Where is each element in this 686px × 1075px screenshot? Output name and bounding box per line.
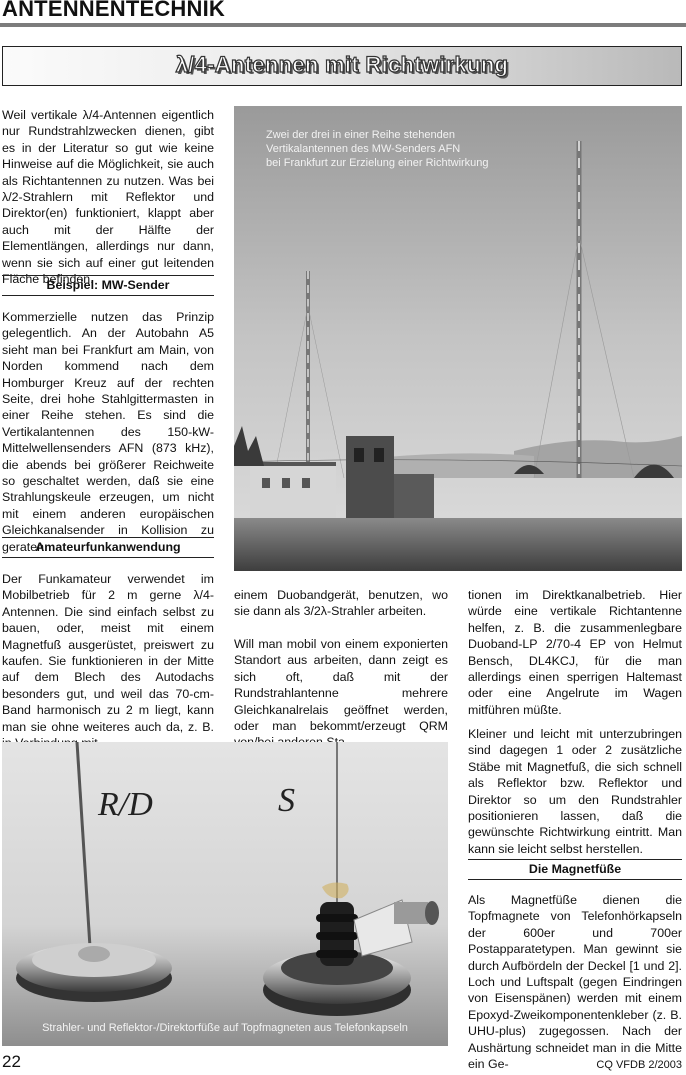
caption-line: Vertikalantennen des MW-Senders AFN xyxy=(266,143,461,155)
article-banner xyxy=(2,46,682,86)
paragraph-direktkanal: tionen im Direktkanalbetrieb. Hier würde eine vertikale Richtantenne helfen, z. B. die zusammenlegbare Duoband-LP 2/70-4 EP von Helmut Bensch, DL4KCJ, für die man allerdings einen sperrigen Haltemast oder eine Angelrute im Wagen mitführen müßte. xyxy=(468,588,682,717)
caption-line: Zwei der drei in einer Reihe stehenden xyxy=(266,129,455,141)
photo-afn-masts xyxy=(234,106,682,571)
photo-magnet-feet xyxy=(2,742,448,1046)
label-reflector-director: R/D xyxy=(98,786,153,823)
paragraph-mw-sender: Kommerzielle nutzen das Prinzip gelegentlich. An der Autobahn A5 sieht man bei Frankfurt am Main, von Norden kommend nach dem Homburger Kreuz auf der rechten Seite, drei hohe Stahlgittermasten in einer Reihe stehen. Es sind die Vertikalantennen des 150-kW-Mittelwellensenders AFN (873 kHz), die abends bei größerer Reichweite so geschaltet werden, daß sie eine Strahlungskeule erzeugen, um nicht mit einem anderen europäischen Gleichkanalsender in Kollision zu geraten. xyxy=(2,310,214,554)
paragraph-mobil: Will man mobil von einem exponierten Standort aus arbeiten, dann zeigt es sich oft, daß mit der Rundstrahlantenne mehrere Gleichkanalrelais geöffnet werden, oder man bekommt/erzeugt QRM xyxy=(234,637,448,734)
label-strahler: S xyxy=(278,782,295,819)
paragraph-amateurfunk: Der Funkamateur verwendet im Mobilbetrieb für 2 m gerne λ/4-Antennen. Die sind einfach selbst zu bauen, oder, meist mit einem Magnetfuß ausgerüstet, preiswert zu kaufen. Sie funktionieren in der Mitte auf dem Blech des Autodachs besonders gut, und weil das 70-cm-Band harmonisch zu 2 m liegt, kann man sie ohne weiteres auch da, z. B. xyxy=(2,572,214,734)
running-head: ANTENNENTECHNIK xyxy=(2,0,225,21)
paragraph-magnetfuesse: Als Magnetfüße dienen die Topfmagnete von Telefonhörkapseln der 600er und 700er Postapparatetypen. Man gewinnt sie durch Aufbördeln der Deckel [1 und 2]. Loch und Luftspalt (gegen Eindringen von Eisenspänen) werden mit einem Epoxyd-Zweikomponentenkleber (z. B. UHU-plus) zugegossen. Nach der Aushärtung schneidet man in die Mitte ein Ge- xyxy=(468,893,682,1072)
subheading-amateurfunk: Amateurfunkanwendung xyxy=(2,537,214,558)
article-title: λ/4-Antennen mit Richtwirkung xyxy=(175,52,509,77)
photo-caption-masts xyxy=(266,128,489,170)
page-number: 22 xyxy=(2,1052,21,1071)
intro-paragraph: Weil vertikale λ/4-Antennen eigentlich nur Rundstrahlzwecken dienen, gibt es in der Literatur so gut wie keine Hinweise auf die Möglichkeit, sie auch als Richtantennen zu nutzen. Was bei λ/2-Strahlern mit Reflektor und Direktor(en) funktioniert, klappt aber auch mit der Hälfte der Elementlängen, allerdings nur dann, wenn sie sich auf einer gut leitenden Fläche befinden. xyxy=(2,108,214,287)
journal-issue: CQ VFDB 2/2003 xyxy=(596,1059,682,1071)
caption-line: bei Frankfurt zur Erzielung einer Richtwirkung xyxy=(266,157,489,169)
photo-caption-magnet-feet: Strahler- und Reflektor-/Direktorfüße auf Topfmagneten aus Telefonkapseln xyxy=(42,1022,408,1034)
subheading-mw-sender: Beispiel: MW-Sender xyxy=(2,275,214,296)
paragraph-magnetfuss-staebe: Kleiner und leicht mit unterzubringen sind dagegen 1 oder 2 zusätzliche Stäbe mit Magnetfuß, die sich schnell als Reflektor bzw. Reflektor und Direktor so um den Rundstrahler positionieren lassen, daß die gewünschte Richtwirkung eintritt. Man kann sie leicht selbst herstellen. xyxy=(468,727,682,856)
header-rule xyxy=(0,23,686,27)
subheading-magnetfuesse: Die Magnetfüße xyxy=(468,859,682,880)
paragraph-duoband: einem Duobandgerät, benutzen, wo sie dann als 3/2λ-Strahler arbeiten. xyxy=(234,588,448,619)
